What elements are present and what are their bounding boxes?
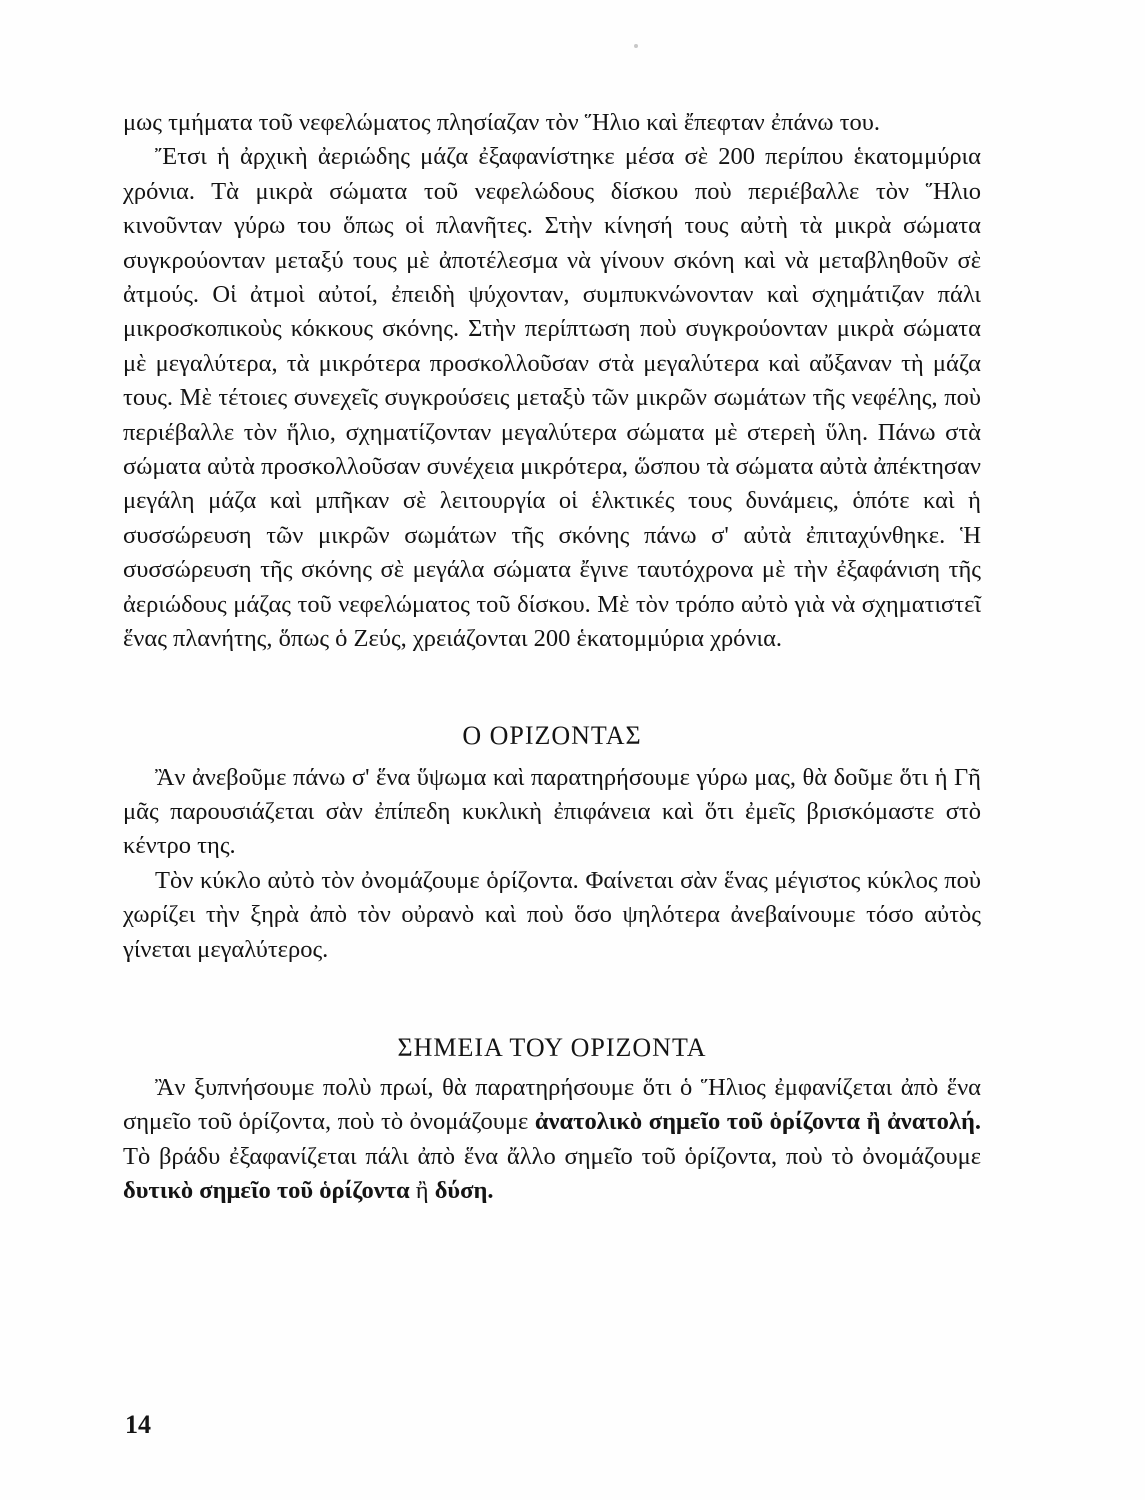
- bold-term-west: δυτικὸ σημεῖο τοῦ ὁρίζοντα: [123, 1177, 410, 1205]
- paragraph-horizon-intro: Ἂν ἀνεβοῦμε πάνω σ' ἕνα ὕψωμα καὶ παρατηρήσουμε γύρω μας, θὰ δοῦμε ὅτι ἡ Γῆ μᾶς παρουσιάζεται σὰν ἐπίπεδη κυκλικὴ ἐπιφάνεια καὶ ὅτι ἐμεῖς βρισκόμαστε στὸ κέντρο της.: [123, 763, 981, 860]
- page-number: 14: [125, 1410, 151, 1439]
- paragraph-continuation: μως τμήματα τοῦ νεφελώματος πλησίαζαν τὸν Ἥλιο καὶ ἔπεφταν ἐπάνω του.: [123, 109, 881, 136]
- bold-term-sunset: δύση.: [434, 1177, 494, 1205]
- text-column: [123, 106, 981, 1209]
- text-segment: Ἂν ξυπνήσουμε πολὺ πρωί, θὰ παρατηρήσουμε ὅτι ὁ Ἥλιος ἐμφανίζεται ἀπὸ ἕνα σημεῖο τοῦ ὁρίζοντα, ποὺ τὸ ὀνομάζουμε: [123, 1073, 981, 1136]
- paragraph-formation: Ἔτσι ἡ ἀρχικὴ ἀεριώδης μάζα ἐξαφανίστηκε μέσα σὲ 200 περίπου ἑκατομμύρια χρόνια. Τὰ μικρὰ σώματα τοῦ νεφελώδους δίσκου ποὺ περιέβαλλε τὸν Ἥλιο κινοῦνταν γύρω του ὅπως οἱ πλανῆτες. Στὴν κίνησή τους αὐτὴ τὰ μικρὰ σώματα συγκρούονταν μεταξύ τους μὲ ἀποτέλεσμα νὰ γίνουν σκόνη καὶ νὰ μεταβληθοῦν σὲ ἀτμούς. Οἱ ἀτμοὶ αὐτοί, ἐπειδὴ ψύχονταν, συμπυκνώνονταν καὶ σχημάτιζαν πάλι μικροσκοπικοὺς κόκκους σκόνης. Στὴν περίπτωση ποὺ συγκρούονταν μικρὰ σώματα μὲ μεγαλύτερα, τὰ μικρότερα προσκολλοῦσαν στὰ μεγαλύτερα καὶ αὔξαναν τὴ μάζα τους. Μὲ τέτοιες συνεχεῖς συγκρούσεις μεταξὺ τῶν μικρῶν σωμάτων τῆς νεφέλης, ποὺ περιέβαλλε τὸν ἥλιο, σχηματίζονταν μεγαλύτερα σώματα μὲ στερεὴ ὕλη. Πάνω στὰ σώματα αὐτὰ προσκολλοῦσαν συνέχεια μικρότερα, ὥσπου τὰ σώματα αὐτὰ ἀπέκτησαν μεγάλη μάζα καὶ μπῆκαν σὲ λειτουργία οἱ ἑλκτικές τους δυνάμεις, ὁπότε καὶ ἡ συσσώρευση τῶν μικρῶν σωμάτων τῆς σκόνης πάνω σ' αὐτὰ ἐπιταχύνθηκε. Ἡ συσσώρευση τῆς σκόνης σὲ μεγάλα σώματα ἔγινε ταυτόχρονα μὲ τὴν ἐξαφάνιση τῆς ἀεριώδους μάζας τοῦ νεφελώματος τοῦ δίσκου. Μὲ τὸν τρόπο αὐτὸ γιὰ νὰ σχηματιστεῖ ἕνας πλανήτης, ὅπως ὁ Ζεύς, χρειάζονται 200 ἑκατομμύρια χρόνια.: [123, 143, 981, 653]
- paragraph-horizon-definition: Τὸν κύκλο αὐτὸ τὸν ὀνομάζουμε ὁρίζοντα. Φαίνεται σὰν ἕνας μέγιστος κύκλος ποὺ χωρίζει τὴν ξηρὰ ἀπὸ τὸν οὐρανὸ καὶ ποὺ ὅσο ψηλότερα ἀνεβαίνουμε τόσο αὐτὸς γίνεται μεγαλύτερος.: [123, 866, 981, 963]
- text-segment: ἢ: [409, 1177, 435, 1205]
- section-heading-horizon: Ο ΟΡΙΖΟΝΤΑΣ: [462, 720, 642, 750]
- text-segment: Τὸ βράδυ ἐξαφανίζεται πάλι ἀπὸ ἕνα ἄλλο σημεῖο τοῦ ὁρίζοντα, ποὺ τὸ ὀνομάζουμε: [123, 1142, 981, 1170]
- bold-term-east: ἀνατολικὸ σημεῖο τοῦ ὁρίζοντα ἢ ἀνατολή.: [534, 1108, 981, 1136]
- paper-speck: [634, 44, 638, 48]
- paragraph-horizon-points: [123, 1071, 981, 1209]
- section-heading-horizon-points: ΣΗΜΕΙΑ ΤΟΥ ΟΡΙΖΟΝΤΑ: [397, 1032, 707, 1062]
